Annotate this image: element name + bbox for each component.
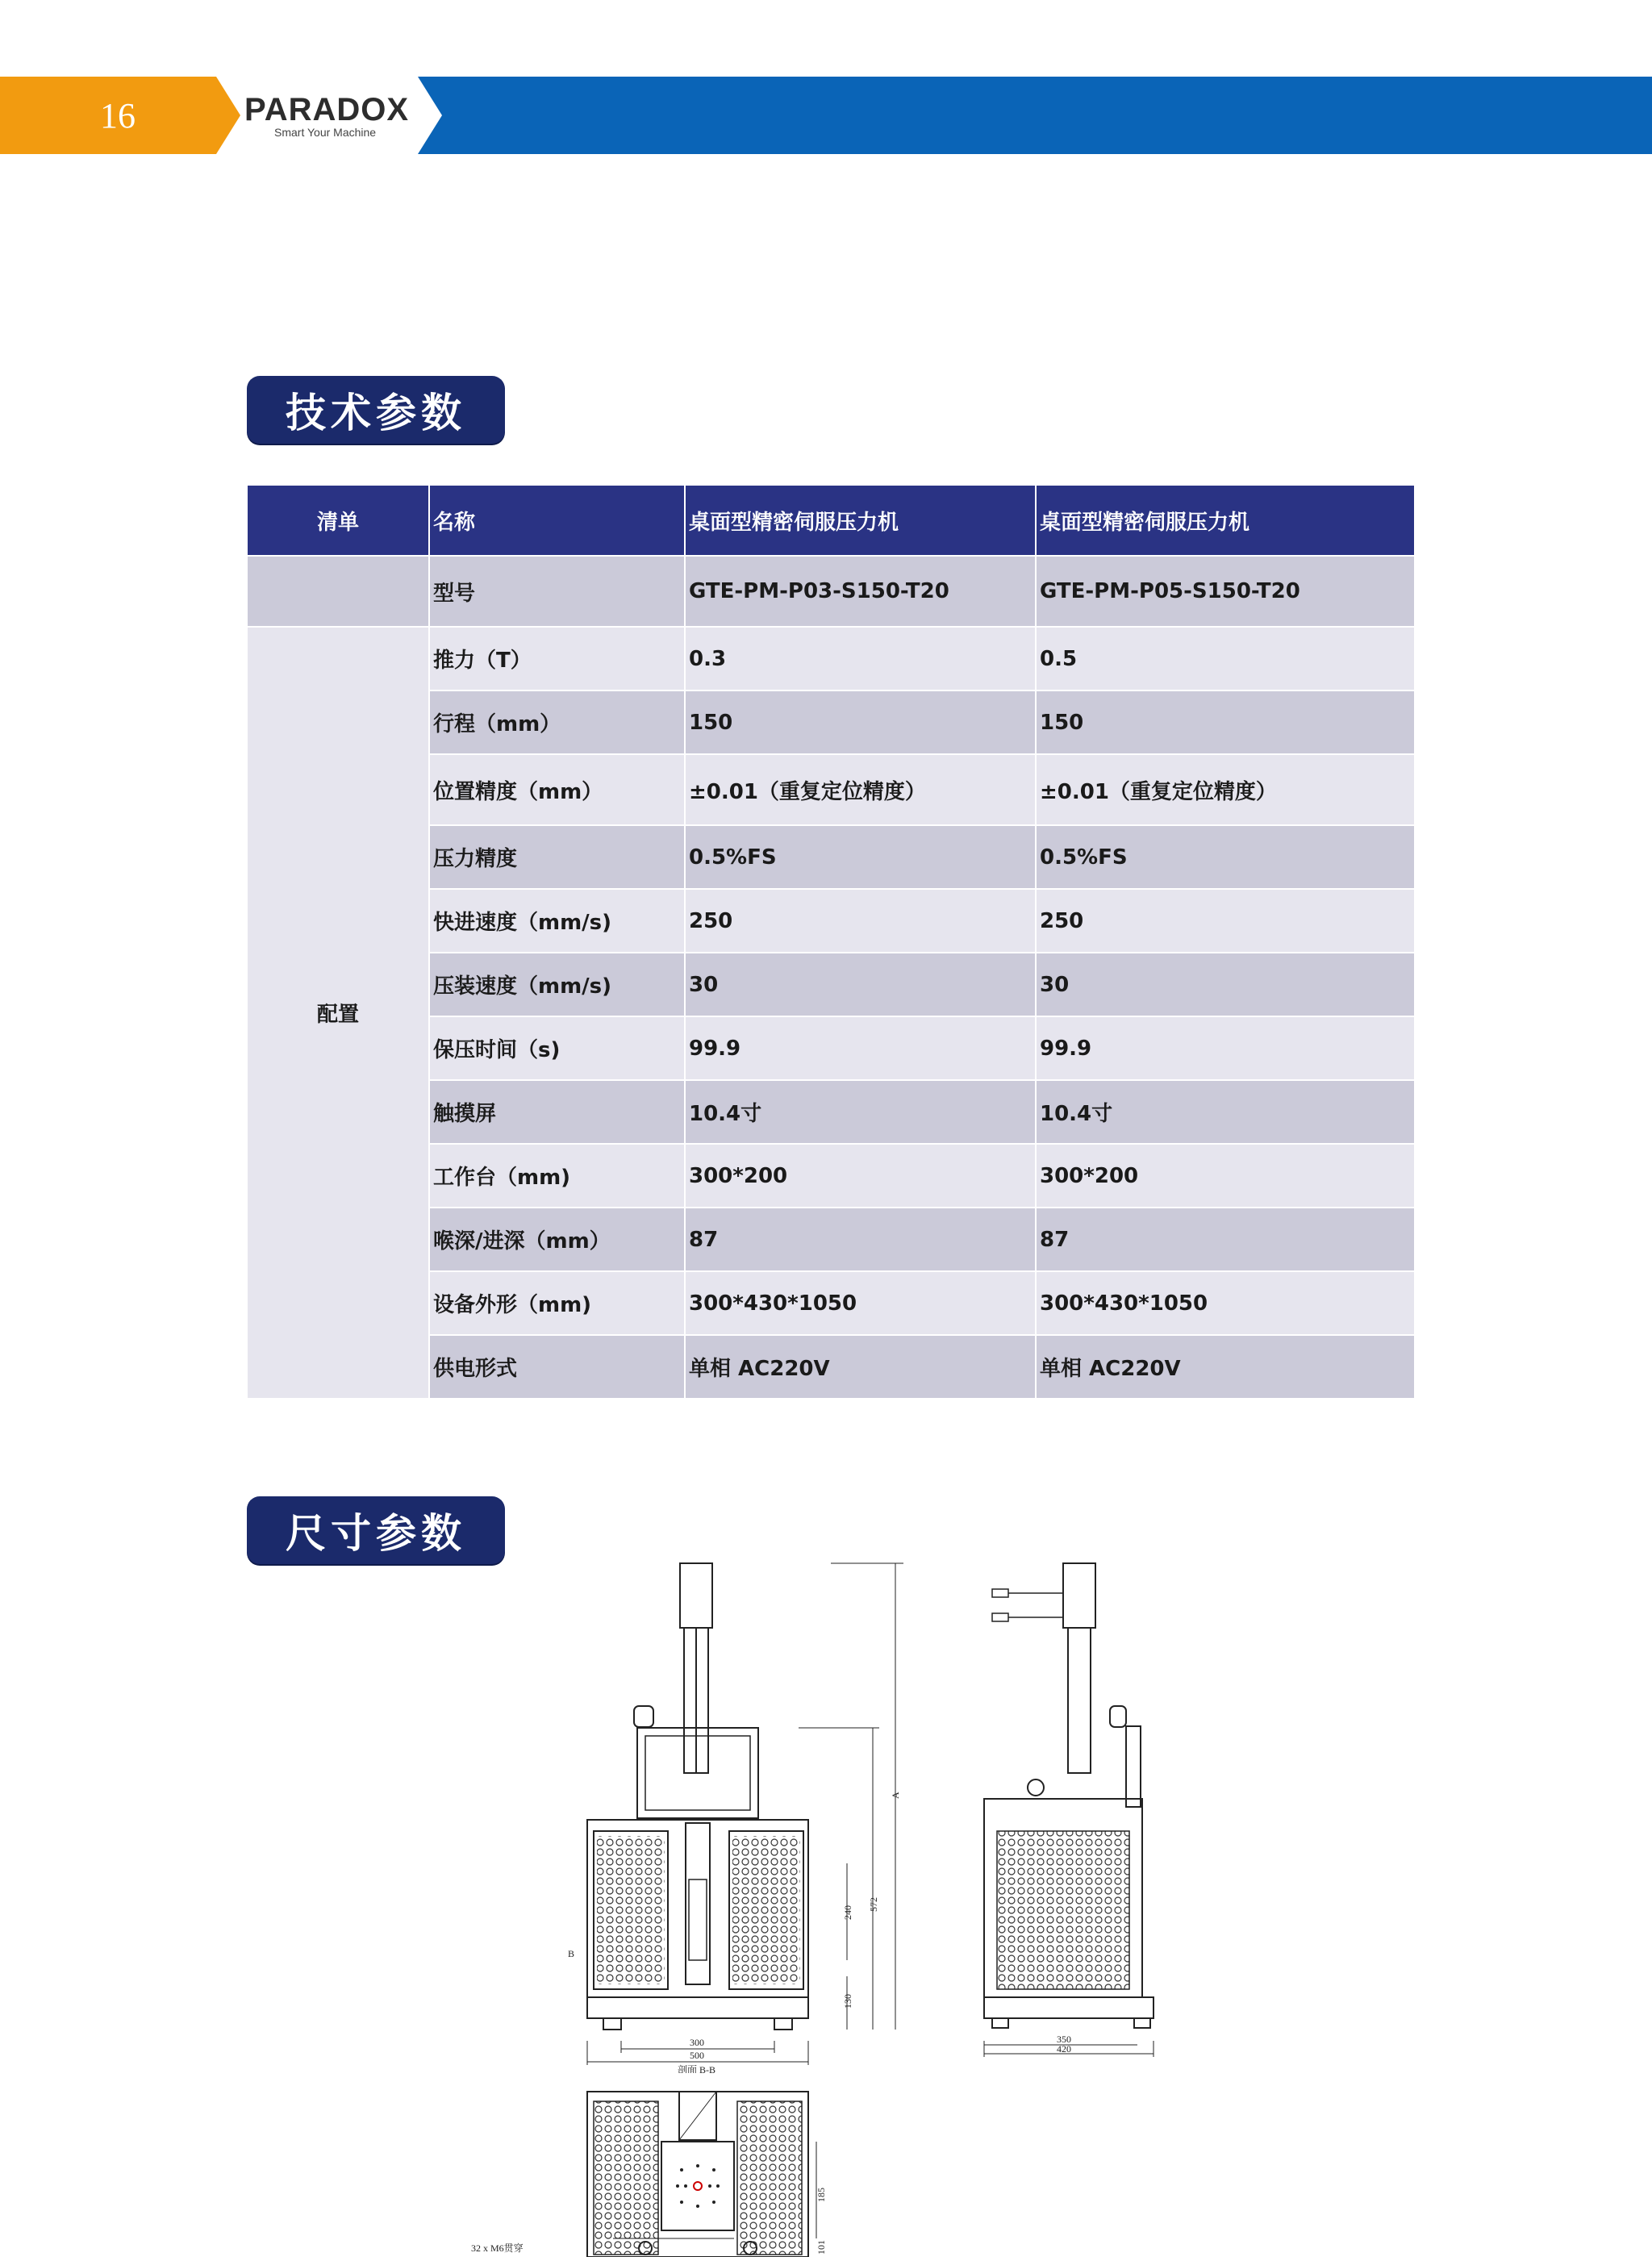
cell-value: 300*430*1050 xyxy=(1036,1271,1414,1335)
group-label: 配置 xyxy=(248,627,429,1398)
row-label: 推力（T） xyxy=(429,627,685,690)
side-view-drawing xyxy=(968,1557,1210,2065)
cell-value: 0.5%FS xyxy=(1036,825,1414,889)
cell-value: 单相 AC220V xyxy=(1036,1335,1414,1398)
cell-value: 10.4寸 xyxy=(1036,1080,1414,1144)
header-cell: 名称 xyxy=(429,486,685,556)
row-label: 保压时间（s) xyxy=(429,1016,685,1080)
row-label: 型号 xyxy=(429,556,685,627)
row-label: 压装速度（mm/s) xyxy=(429,953,685,1016)
front-view-drawing xyxy=(557,1557,928,2073)
cell-value: 30 xyxy=(685,953,1036,1016)
cell-value: 300*200 xyxy=(1036,1144,1414,1208)
row-label: 压力精度 xyxy=(429,825,685,889)
spec-table xyxy=(248,486,1414,1398)
cell-value: GTE-PM-P05-S150-T20 xyxy=(1036,556,1414,627)
dim-240: 240 xyxy=(842,1905,853,1920)
cell-value: 300*430*1050 xyxy=(685,1271,1036,1335)
cell-value: 0.3 xyxy=(685,627,1036,690)
header-cell: 桌面型精密伺服压力机 xyxy=(685,486,1036,556)
row-label: 位置精度（mm） xyxy=(429,754,685,825)
cell-value: 150 xyxy=(1036,690,1414,754)
dim-a: A xyxy=(890,1792,901,1799)
cell-value: 10.4寸 xyxy=(685,1080,1036,1144)
table-header-row xyxy=(248,486,1414,556)
cell-value: 30 xyxy=(1036,953,1414,1016)
row-label: 设备外形（mm) xyxy=(429,1271,685,1335)
section-mark: B xyxy=(568,1948,575,1959)
dim-185: 185 xyxy=(816,2188,827,2202)
dim-420: 420 xyxy=(1057,2043,1071,2055)
hole-note: 32 x M6贯穿 xyxy=(471,2242,524,2254)
section-heading-dimensions: 尺寸参数 xyxy=(247,1496,505,1564)
cell-value: 单相 AC220V xyxy=(685,1335,1036,1398)
cell-value: GTE-PM-P03-S150-T20 xyxy=(685,556,1036,627)
cell-value: 250 xyxy=(1036,889,1414,953)
header-cell: 桌面型精密伺服压力机 xyxy=(1036,486,1414,556)
cell-value: 99.9 xyxy=(1036,1016,1414,1080)
dim-572: 572 xyxy=(868,1897,879,1912)
row-label: 快进速度（mm/s) xyxy=(429,889,685,953)
header-cell: 清单 xyxy=(248,486,429,556)
row-label: 供电形式 xyxy=(429,1335,685,1398)
dim-500: 500 xyxy=(690,2050,704,2061)
cell-value: 99.9 xyxy=(685,1016,1036,1080)
logo: PARADOX xyxy=(244,92,410,127)
cell-value: 0.5%FS xyxy=(685,825,1036,889)
table-row-model xyxy=(248,556,1414,627)
cell-value: 150 xyxy=(685,690,1036,754)
dim-130: 130 xyxy=(842,1994,853,2009)
table-cell-empty xyxy=(248,556,429,627)
dim-300: 300 xyxy=(690,2037,704,2048)
logo-tagline: Smart Your Machine xyxy=(274,126,377,139)
row-label: 工作台（mm) xyxy=(429,1144,685,1208)
row-label: 喉深/进深（mm） xyxy=(429,1208,685,1271)
cell-value: ±0.01（重复定位精度） xyxy=(1036,754,1414,825)
cell-value: 87 xyxy=(685,1208,1036,1271)
cell-value: 250 xyxy=(685,889,1036,953)
section-plan-drawing xyxy=(468,2085,855,2257)
section-heading-tech-params: 技术参数 xyxy=(247,376,505,444)
table-row xyxy=(248,627,1414,690)
cell-value: 300*200 xyxy=(685,1144,1036,1208)
row-label: 触摸屏 xyxy=(429,1080,685,1144)
cell-value: ±0.01（重复定位精度） xyxy=(685,754,1036,825)
page-number: 16 xyxy=(100,95,136,136)
dim-101: 101 xyxy=(816,2240,827,2255)
dim-350: 350 xyxy=(1057,2034,1071,2045)
cell-value: 0.5 xyxy=(1036,627,1414,690)
section-label: 剖面 B-B xyxy=(678,2064,716,2073)
row-label: 行程（mm） xyxy=(429,690,685,754)
cell-value: 87 xyxy=(1036,1208,1414,1271)
